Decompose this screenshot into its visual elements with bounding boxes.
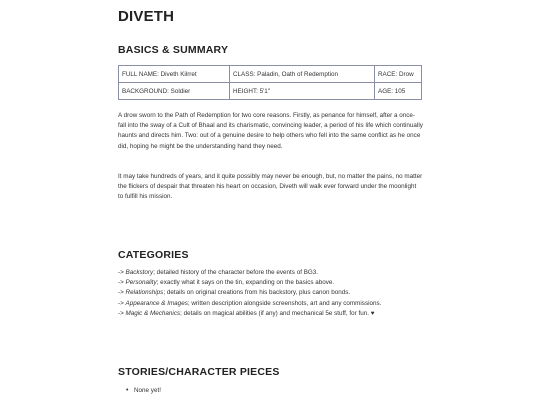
category-link-personality[interactable]: Personality [125,279,157,287]
list-item: • None yet! [126,386,161,396]
category-link-relationships[interactable]: Relationships [125,289,164,297]
summary-paragraph-1: A drow sworn to the Path of Redemption for two core reasons. Firstly, as penance for himself, after a once-fall into the sway of a Cult of Bhaal and its charismatic, convincing leader, a period of his life which continually haunts and directs him. Two: out of a genuine desire to help others who fell into the same conflict as he once did, hoping he might be the understanding hand they need. [118,112,423,150]
list-item: -> Magic & Mechanics; details on magical abilities (if any) and mechanical 5e stuff, for fun. ♥ [118,309,375,317]
stories-list [126,386,161,396]
list-item: -> Appearance & Images; written description alongside screenshots, art and any commissions. [118,299,382,307]
categories-list [118,268,438,319]
page-title: DIVETH [118,8,175,25]
table-cell-age: AGE: 105 [375,83,422,100]
category-link-magic[interactable]: Magic & Mechanics [125,309,181,317]
list-item: -> Backstory; detailed history of the character before the events of BG3. [118,269,319,276]
table-cell-height: HEIGHT: 5'1" [230,83,375,100]
table-cell-race: RACE: Drow [375,66,422,83]
table-row [119,66,422,83]
list-item: -> Relationships; details on original creations from his backstory, plus canon bonds. [118,289,351,297]
summary-paragraph-2: It may take hundreds of years, and it quite possibly may never be enough, but, no matter the pains, no matter the flickers of despair that threaten his heart on occasion, Diveth will walk ever forward under the moonlight to fulfill his mission. [118,173,423,201]
list-item: -> Personality; exactly what it says on the tin, expanding on the basics above. [118,279,335,287]
table-cell-class: CLASS: Paladin, Oath of Redemption [230,66,375,83]
table-cell-full-name: FULL NAME: Diveth Kilrret [119,66,230,83]
category-link-backstory[interactable]: Backstory [125,269,154,276]
category-link-appearance[interactable]: Appearance & Images [125,299,188,307]
section-heading-basics: BASICS & SUMMARY [118,44,229,56]
section-heading-stories: STORIES/CHARACTER PIECES [118,366,280,378]
section-heading-categories: CATEGORIES [118,249,189,261]
basics-table [118,65,422,100]
table-row [119,83,422,100]
table-cell-background: BACKGROUND: Soldier [119,83,230,100]
